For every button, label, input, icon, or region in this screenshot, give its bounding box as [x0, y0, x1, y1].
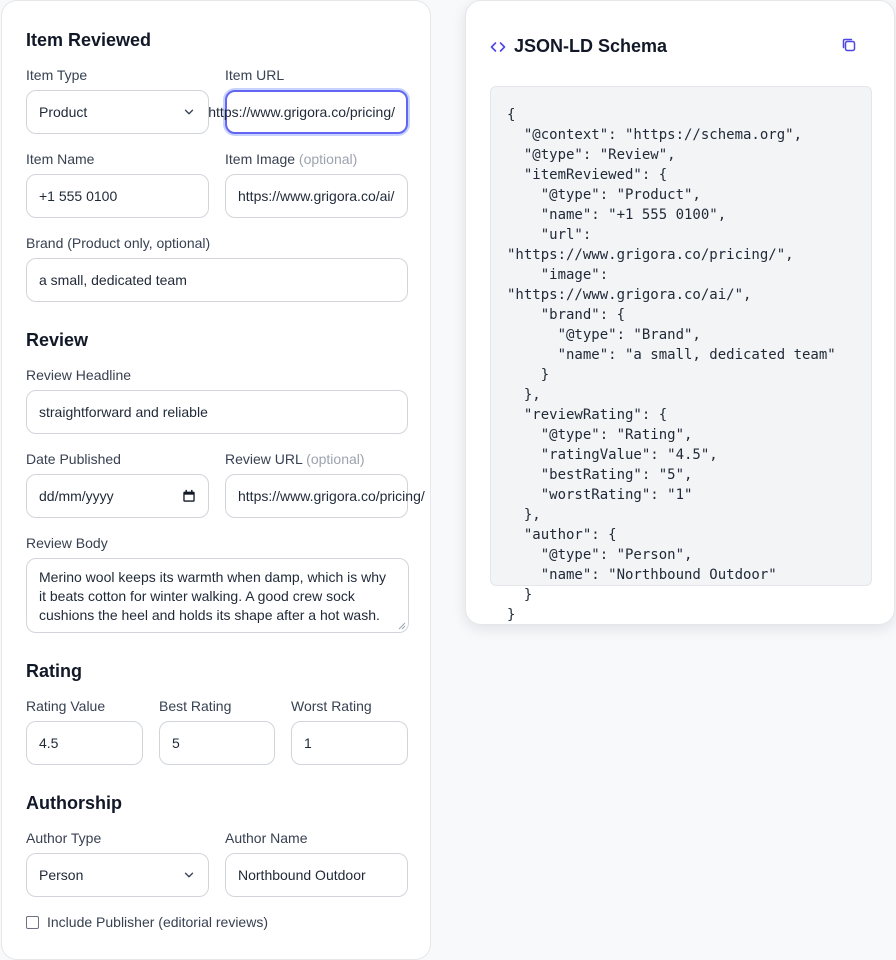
review-headline-value: straightforward and reliable: [39, 404, 208, 420]
review-url-label-text: Review URL: [225, 451, 303, 467]
best-rating-value: 5: [172, 735, 180, 751]
author-type-value: Person: [39, 867, 84, 883]
date-published-placeholder: dd/mm/yyyy: [39, 488, 114, 504]
worst-rating-label: Worst Rating: [291, 698, 372, 714]
item-image-label-text: Item Image: [225, 151, 296, 167]
schema-title: JSON-LD Schema: [514, 36, 668, 56]
review-headline-input[interactable]: [26, 390, 408, 434]
item-image-label: [225, 151, 357, 167]
review-headline-label: Review Headline: [26, 367, 132, 383]
item-image-optional-hint: (optional): [298, 151, 358, 167]
rating-value: 4.5: [39, 735, 59, 751]
chevron-down-icon: [182, 105, 196, 119]
chevron-down-icon: [182, 868, 196, 882]
review-url-value: https://www.grigora.co/pricing/: [238, 488, 425, 504]
brand-value: a small, dedicated team: [39, 272, 187, 288]
worst-rating-input[interactable]: [291, 721, 408, 765]
resize-handle-icon[interactable]: [398, 622, 406, 630]
review-url-optional-hint: (optional): [306, 451, 365, 467]
item-url-input[interactable]: [208, 90, 408, 134]
item-name-input[interactable]: [26, 174, 209, 218]
item-name-label: Item Name: [26, 151, 95, 167]
review-form-card: [1, 0, 431, 960]
include-publisher-row[interactable]: [26, 914, 268, 930]
review-title: Review: [26, 330, 89, 350]
code-icon: [490, 39, 506, 55]
include-publisher-checkbox[interactable]: [26, 916, 39, 929]
json-ld-schema-card: [465, 0, 895, 625]
item-type-value: Product: [39, 104, 88, 120]
item-type-select[interactable]: [26, 90, 209, 134]
brand-input[interactable]: [26, 258, 408, 302]
item-image-input[interactable]: [225, 174, 408, 218]
author-name-value: Northbound Outdoor: [238, 867, 366, 883]
item-url-label: Item URL: [225, 67, 285, 83]
review-body-textarea[interactable]: [26, 558, 409, 633]
item-type-label: Item Type: [26, 67, 88, 83]
include-publisher-label: Include Publisher (editorial reviews): [47, 914, 268, 930]
rating-title: Rating: [26, 661, 82, 681]
worst-rating-value: 1: [304, 735, 312, 751]
author-type-select[interactable]: [26, 853, 209, 897]
schema-header: [490, 36, 667, 57]
authorship-title: Authorship: [26, 793, 122, 813]
item-name-value: +1 555 0100: [39, 188, 118, 204]
item-image-value: https://www.grigora.co/ai/: [238, 188, 395, 204]
review-url-label: [225, 451, 365, 467]
author-name-input[interactable]: [225, 853, 408, 897]
review-body-value: Merino wool keeps its warmth when damp, which is why it beats cotton for winter walking. A good crew sock cushions the heel and holds its shape after a hot wash.: [39, 569, 387, 623]
review-body-label: Review Body: [26, 535, 108, 551]
calendar-icon[interactable]: [182, 489, 196, 503]
copy-icon[interactable]: [840, 36, 858, 54]
author-type-label: Author Type: [26, 830, 102, 846]
item-reviewed-title: Item Reviewed: [26, 30, 152, 50]
brand-label: Brand (Product only, optional): [26, 235, 211, 251]
item-url-value: https://www.grigora.co/pricing/: [208, 104, 395, 120]
date-published-input[interactable]: [26, 474, 209, 518]
review-url-input[interactable]: [225, 474, 425, 518]
schema-code-block[interactable]: { "@context": "https://schema.org", "@type": "Review", "itemReviewed": { "@type": "Product", "name": "+1 555 0100", "url": "https://www.grigora.co/pricing/", "image": "https://www.grigora.co/ai/", "brand": { "@type": "Brand", "name": "a small, dedicated team" } }, "reviewRating": { "@type": "Rating", "ratingValue": "4.5", "bestRating": "5", "worstRating": "1" }, "author": { "@type": "Person", "name": "Northbound Outdoor" } }: [490, 86, 872, 586]
rating-value-label: Rating Value: [26, 698, 106, 714]
best-rating-label: Best Rating: [159, 698, 232, 714]
author-name-label: Author Name: [225, 830, 308, 846]
best-rating-input[interactable]: [159, 721, 275, 765]
date-published-label: Date Published: [26, 451, 121, 467]
rating-value-input[interactable]: [26, 721, 143, 765]
